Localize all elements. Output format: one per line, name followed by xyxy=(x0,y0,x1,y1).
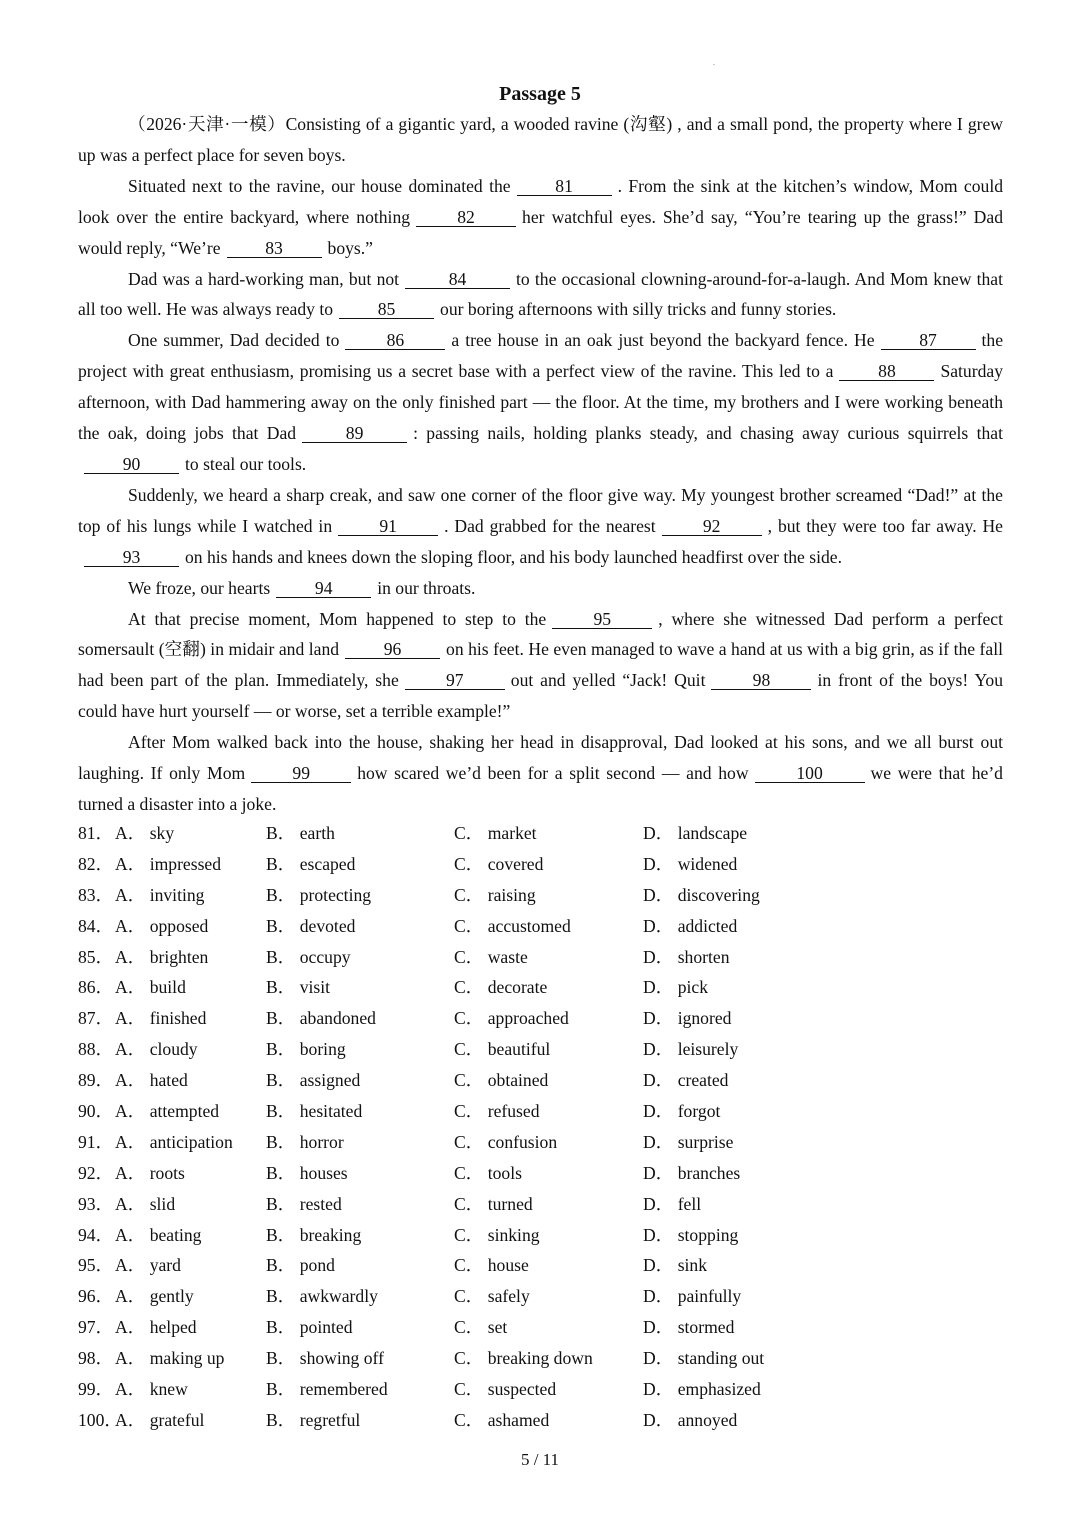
option-b: B． protecting xyxy=(266,884,372,905)
blank-92: 92 xyxy=(662,517,762,536)
option-c: C． covered xyxy=(454,853,544,874)
blank-84: 84 xyxy=(405,270,510,289)
option-d: D． stopping xyxy=(643,1224,739,1245)
question-number: 94． xyxy=(78,1224,114,1245)
paragraph-4: One summer, Dad decided to 86 a tree house in an oak just beyond the backyard fence. He 87 the project with great enthusiasm, promising us a secret base with a perfect view of the ravine. This led to a 88 Saturday afternoon, with Dad hammering away on the only finished part — the floor. At the time, my brothers and I were working beneath the oak, doing jobs that Dad 89 : passing nails, holding planks steady, and chasing away curious squirrels that90 to steal our tools. xyxy=(78,330,1004,474)
option-c: C． safely xyxy=(454,1286,530,1307)
question-number: 92． xyxy=(78,1162,114,1183)
option-b: B． occupy xyxy=(266,946,351,967)
question-number: 99． xyxy=(78,1379,114,1400)
option-c: C． ashamed xyxy=(454,1409,550,1430)
blank-90: 90 xyxy=(84,455,179,474)
question-number: 95． xyxy=(78,1255,114,1276)
blank-81: 81 xyxy=(517,177,612,196)
page-dot: . xyxy=(713,58,715,67)
option-a: A． yard xyxy=(115,1255,181,1276)
option-c: C． confusion xyxy=(454,1131,558,1152)
option-b: B． regretful xyxy=(266,1409,361,1430)
option-b: B． escaped xyxy=(266,853,356,874)
option-d: D． shorten xyxy=(643,946,730,967)
question-number: 90． xyxy=(78,1101,114,1122)
question-row xyxy=(78,1158,838,1189)
option-b: B． showing off xyxy=(266,1348,384,1369)
option-b: B． visit xyxy=(266,977,331,998)
option-b: B． breaking xyxy=(266,1224,362,1245)
option-d: D． forgot xyxy=(643,1101,721,1122)
question-number: 81． xyxy=(78,823,114,843)
option-b: B． boring xyxy=(266,1039,346,1060)
option-a: A． inviting xyxy=(115,884,205,905)
option-d: D． ignored xyxy=(643,1008,732,1029)
paragraph-2: Situated next to the ravine, our house dominated the 81 . From the sink at the kitchen’s window, Mom could look over the entire backyard, where nothing 82 her watchful eyes. She’d say, “You’re tearing up the grass!” Dad would reply, “We’re 83 boys.” xyxy=(78,175,1003,258)
option-a: A． helped xyxy=(115,1317,197,1338)
option-d: D． leisurely xyxy=(643,1039,739,1060)
question-row xyxy=(78,1034,838,1065)
option-c: C． waste xyxy=(454,946,528,967)
option-d: D． pick xyxy=(643,977,708,998)
option-a: A． sky xyxy=(115,823,175,843)
blank-97: 97 xyxy=(405,671,505,690)
option-c: C． approached xyxy=(454,1008,569,1029)
option-d: D． addicted xyxy=(643,915,738,936)
option-a: A． opposed xyxy=(115,915,209,936)
question-row xyxy=(78,942,838,973)
blank-98: 98 xyxy=(711,671,811,690)
option-a: A． impressed xyxy=(115,853,222,874)
blank-86: 86 xyxy=(345,331,445,350)
question-row xyxy=(78,1096,838,1127)
question-row xyxy=(78,1343,838,1374)
question-row xyxy=(78,1250,838,1281)
option-c: C． sinking xyxy=(454,1224,540,1245)
blank-99: 99 xyxy=(251,764,351,783)
blank-83: 83 xyxy=(227,239,322,258)
question-number: 97． xyxy=(78,1317,114,1338)
option-a: A． cloudy xyxy=(115,1039,198,1060)
option-a: A． beating xyxy=(115,1224,202,1245)
blank-95: 95 xyxy=(552,610,652,629)
question-number: 96． xyxy=(78,1286,114,1307)
question-number: 83． xyxy=(78,884,114,905)
question-row xyxy=(78,1003,838,1034)
passage-title: Passage 5 xyxy=(499,83,581,105)
option-c: C． decorate xyxy=(454,977,548,998)
option-b: B． devoted xyxy=(266,915,356,936)
option-b: B． horror xyxy=(266,1131,344,1152)
question-row xyxy=(78,1312,838,1343)
question-number: 91． xyxy=(78,1131,114,1152)
option-d: D． surprise xyxy=(643,1131,734,1152)
question-number: 89． xyxy=(78,1070,114,1091)
paragraph-7: At that precise moment, Mom happened to step to the 95 , where she witnessed Dad perform a perfect somersault (空翻) in midair and land 96 on his feet. He even managed to wave a hand at us with a big grin, as if the fall had been part of the plan. Immediately, she 97 out and yelled “Jack! Quit 98 in front of the boys! You could have hurt yourself — or worse, set a terrible example!” xyxy=(78,608,1004,722)
option-c: C． beautiful xyxy=(454,1039,551,1060)
option-a: A． knew xyxy=(115,1379,188,1400)
option-a: A． slid xyxy=(115,1193,176,1214)
option-d: D． standing out xyxy=(643,1348,765,1369)
blank-96: 96 xyxy=(345,640,440,659)
blank-91: 91 xyxy=(338,517,438,536)
question-number: 85． xyxy=(78,946,114,967)
question-row xyxy=(78,1127,838,1158)
option-b: B． houses xyxy=(266,1162,348,1183)
option-d: D． created xyxy=(643,1070,729,1091)
question-row xyxy=(78,1405,838,1436)
question-row xyxy=(78,1189,838,1220)
blank-87: 87 xyxy=(881,331,976,350)
option-d: D． widened xyxy=(643,853,738,874)
question-row xyxy=(78,1065,838,1096)
option-c: C． breaking down xyxy=(454,1348,593,1369)
option-d: D． branches xyxy=(643,1162,741,1183)
question-number: 84． xyxy=(78,915,114,936)
question-number: 100． xyxy=(78,1409,122,1430)
option-c: C． set xyxy=(454,1317,508,1338)
option-b: B． pond xyxy=(266,1255,335,1276)
option-a: A． brighten xyxy=(115,946,209,967)
question-number: 93． xyxy=(78,1193,114,1214)
blank-93: 93 xyxy=(84,548,179,567)
question-row xyxy=(78,818,838,849)
blank-94: 94 xyxy=(276,579,371,598)
question-number: 87． xyxy=(78,1008,114,1029)
question-row xyxy=(78,1220,838,1251)
option-a: A． attempted xyxy=(115,1101,220,1122)
blank-82: 82 xyxy=(416,208,516,227)
option-a: A． finished xyxy=(115,1008,207,1029)
option-c: C． raising xyxy=(454,884,536,905)
option-b: B． pointed xyxy=(266,1317,353,1338)
option-b: B． assigned xyxy=(266,1070,361,1091)
question-row xyxy=(78,849,838,880)
paragraph-8: After Mom walked back into the house, shaking her head in disapproval, Dad looked at his sons, and we all burst out laughing. If only Mom 99 how scared we’d been for a split second — and how 100 we were that he’d turned a disaster into a joke. xyxy=(78,732,1003,814)
question-number: 98． xyxy=(78,1348,114,1369)
option-b: B． abandoned xyxy=(266,1008,376,1029)
question-number: 86． xyxy=(78,977,114,998)
option-c: C． refused xyxy=(454,1101,540,1122)
option-c: C． accustomed xyxy=(454,915,571,936)
option-b: B． hesitated xyxy=(266,1101,363,1122)
question-row xyxy=(78,880,838,911)
question-number: 88． xyxy=(78,1039,114,1060)
blank-89: 89 xyxy=(302,424,407,443)
answer-options xyxy=(78,818,838,1436)
option-a: A． grateful xyxy=(115,1409,205,1430)
option-c: C． turned xyxy=(454,1193,533,1214)
option-a: A． hated xyxy=(115,1070,188,1091)
option-a: A． roots xyxy=(115,1162,185,1183)
paragraph-5: Suddenly, we heard a sharp creak, and saw one corner of the floor give way. My youngest brother screamed “Dad!” at the top of his lungs while I watched in 91 . Dad grabbed for the nearest 92 , but they were too far away. He93 on his hands and knees down the sloping floor, and his body launched headfirst over the side. xyxy=(78,484,1003,567)
paragraph-1: （2026·天津·一模）Consisting of a gigantic yard, a wooded ravine (沟壑) , and a small pond, the property where I grew up was a perfect place for seven boys. xyxy=(78,114,1003,165)
option-d: D． painfully xyxy=(643,1286,742,1307)
option-c: C． market xyxy=(454,823,537,843)
option-b: B． awkwardly xyxy=(266,1286,378,1307)
paragraph-6: We froze, our hearts 94 in our throats. xyxy=(128,577,476,598)
option-a: A． gently xyxy=(115,1286,194,1307)
option-b: B． rested xyxy=(266,1193,342,1214)
paragraph-3: Dad was a hard-working man, but not 84 to the occasional clowning-around-for-a-laugh. And Mom knew that all too well. He was always ready to 85 our boring afternoons with silly tricks and funny stories. xyxy=(78,268,1003,320)
option-a: A． anticipation xyxy=(115,1131,233,1152)
blank-100: 100 xyxy=(755,764,865,783)
question-row xyxy=(78,1374,838,1405)
option-d: D． fell xyxy=(643,1193,702,1214)
option-b: B． earth xyxy=(266,823,335,843)
option-d: D． annoyed xyxy=(643,1409,738,1430)
blank-85: 85 xyxy=(339,300,434,319)
option-d: D． stormed xyxy=(643,1317,735,1338)
option-d: D． landscape xyxy=(643,823,748,843)
passage-body xyxy=(78,109,1003,820)
question-row xyxy=(78,972,838,1003)
question-row xyxy=(78,911,838,942)
option-d: D． sink xyxy=(643,1255,708,1276)
option-a: A． making up xyxy=(115,1348,225,1369)
blank-88: 88 xyxy=(839,362,934,381)
option-c: C． obtained xyxy=(454,1070,549,1091)
page-number: 5 / 11 xyxy=(520,1450,560,1469)
question-row xyxy=(78,1281,838,1312)
option-b: B． remembered xyxy=(266,1379,388,1400)
option-a: A． build xyxy=(115,977,186,998)
option-d: D． discovering xyxy=(643,884,760,905)
option-c: C． tools xyxy=(454,1162,522,1183)
option-c: C． house xyxy=(454,1255,529,1276)
question-number: 82． xyxy=(78,853,114,874)
option-d: D． emphasized xyxy=(643,1379,761,1400)
option-c: C． suspected xyxy=(454,1379,557,1400)
